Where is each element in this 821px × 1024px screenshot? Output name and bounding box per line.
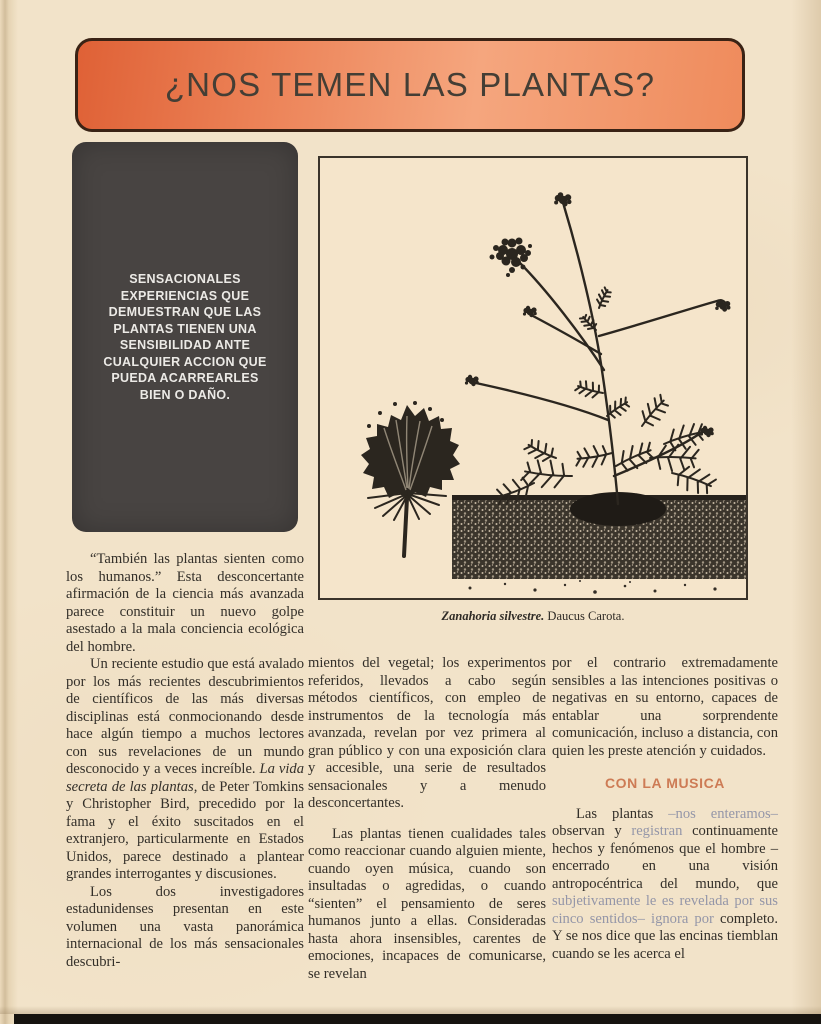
- subheading-con-la-musica: CON LA MUSICA: [604, 775, 726, 791]
- paragraph: Los dos investigadores estadunidenses presentan en este volumen una vasta panorámica internacional de los más sensacionales descubri-: [66, 883, 304, 970]
- title-banner: [75, 38, 745, 132]
- page-title: ¿NOS TEMEN LAS PLANTAS?: [164, 66, 656, 103]
- column-right: [552, 655, 778, 963]
- column-middle: [308, 655, 546, 983]
- intro-text: SENSACIONALES EXPERIENCIAS QUE DEMUESTRAN QUE LAS PLANTAS TIENEN UNA SENSIBILIDAD ANTE CUALQUIER ACCION QUE PUEDA ACARREARLES BIEN O DAÑO.: [103, 272, 267, 402]
- column-left: [66, 551, 304, 971]
- paragraph: Un reciente estudio que está avalado por los más recientes descubrimientos de científicos de las más diversas disciplinas está conmocionando desde hace algún tiempo a muchos lectores con sus revelaciones de un mundo desconocido y a veces increíble. La vida secreta de las plantas, de Peter Tomkins y Christopher Bird, precedido por la fama y el éxito suscitados en el extranjero, particularmente en Estados Unidos, parece destinado a plantear grandes interrogantes y discusiones.: [66, 656, 304, 882]
- photo-bottom-edge: [14, 1014, 821, 1024]
- page-bottom-shadow: [0, 1006, 821, 1014]
- paragraph: mientos del vegetal; los experimentos referidos, llevados a cabo según métodos científicos, con empleo de instrumentos de la tecnología más avanzada, revelan por vez primera al gran público y con una exposición clara y accesible, una serie de resultados sensacionales y a menudo desconcertantes.: [308, 655, 546, 811]
- paragraph: Las plantas –nos enteramos– observan y registran continuamente hechos y fenómenos que el hombre –encerrado en una visión antropocéntrica del mundo, que subjetivamente le es revelada por sus cinco sentidos– ignora por completo. Y se nos dice que las encinas tiemblan cuando se les acerca el: [552, 805, 778, 962]
- page-left-edge: [0, 0, 18, 1024]
- wild-carrot-illustration: [320, 158, 746, 598]
- paragraph: por el contrario extremadamente sensibles a las intenciones positivas o negativas en su entorno, capaces de entablar una sorprendente comunicación, incluso a distancia, con quien les preste atención y cuidados.: [552, 655, 778, 759]
- intro-box: [72, 142, 298, 532]
- figure-caption: [318, 609, 748, 624]
- figure-frame: [318, 156, 748, 600]
- right-column-top: [552, 655, 778, 760]
- seed-head: [361, 401, 460, 556]
- paragraph: Las plantas tienen cualidades tales como reaccionar cuando alguien miente, cuando oyen música, cuando son insultadas o agredidas, o cuando “sienten” el pensamiento de seres humanos junto a ellas. Consideradas hasta ahora insensibles, carentes de emociones, incapaces de comunicarse, se revelan: [308, 825, 546, 982]
- page-right-edge: [791, 0, 821, 1024]
- paragraph: “También las plantas sienten como los humanos.” Esta desconcertante afirmación de la ciencia más avanzada parece constituir un nuevo golpe asestado a la mala conciencia ecológica del hombre.: [66, 551, 304, 655]
- right-column-bottom: [552, 806, 778, 964]
- caption-species: Zanahoria silvestre.: [441, 609, 545, 623]
- caption-latin: Daucus Carota.: [547, 609, 625, 623]
